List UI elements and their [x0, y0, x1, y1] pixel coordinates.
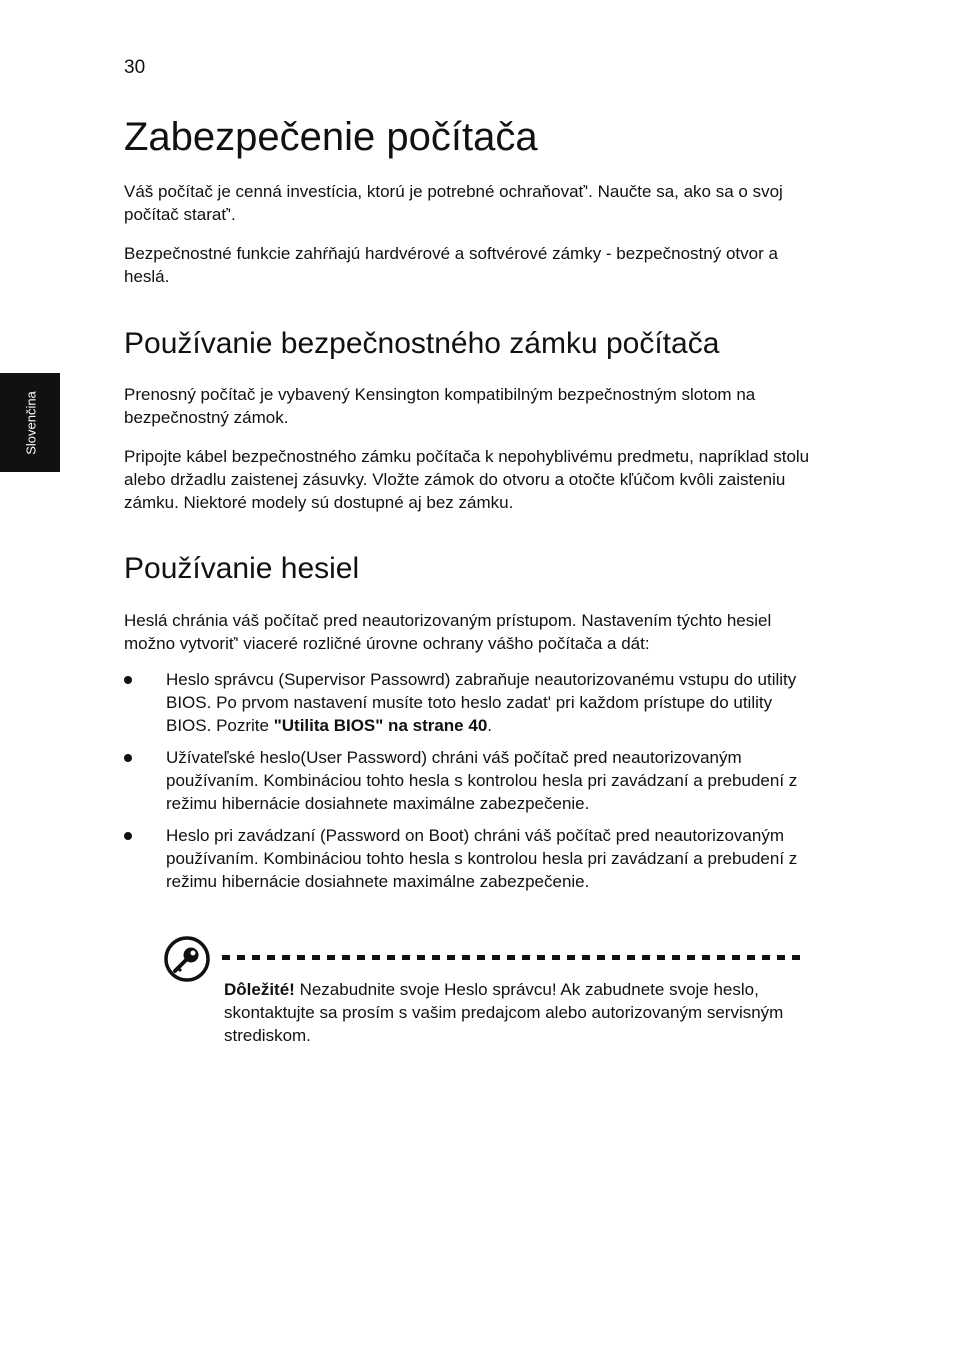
list-item-text: Heslo pri zavádzaní (Password on Boot) chráni váš počítač pred neautorizovaným používaním. Kombináciou tohto hesla s kontrolou hesla pri zavádzaní a prebudení z režimu hibernácie dosiahnete maximálne zabezpečenie.: [166, 826, 798, 892]
cross-reference-link-text: "Utilita BIOS" na strane 40: [273, 716, 488, 736]
intro-paragraph-2: Bezpečnostné funkcie zahŕňajú hardvérové a softvérové zámky - bezpečnostný otvor a heslá.: [124, 244, 778, 287]
bullet-icon: [124, 754, 132, 762]
list-item-tail: .: [487, 716, 493, 736]
key-icon: [164, 936, 210, 982]
list-item: [124, 668, 814, 738]
section-heading-passwords: Používanie hesiel: [124, 552, 360, 585]
language-side-tab-label: Slovenčina: [23, 390, 39, 455]
intro-paragraph-1: Váš počítač je cenná investícia, ktorú je potrebné ochraňovať'. Naučte sa, ako sa o svoj počítač starať'.: [124, 182, 783, 225]
section-heading-lock: Používanie bezpečnostného zámku počítača: [124, 327, 720, 360]
list-item-text: Užívateľské heslo(User Password) chráni váš počítač pred neautorizovaným používaním. Kombináciou tohto hesla s kontrolou hesla pri zavádzaní a prebudení z režimu hibernácie dosiahnete maximálne zabezpečenie.: [166, 748, 798, 814]
password-types-list: [124, 668, 814, 902]
list-item: [124, 824, 814, 894]
list-item: [124, 746, 814, 816]
lock-paragraph-1: Prenosný počítač je vybavený Kensington kompatibilným bezpečnostným slotom na bezpečnostný zámok.: [124, 385, 756, 428]
important-note: [224, 978, 784, 1048]
page-title: Zabezpečenie počítača: [124, 115, 538, 159]
list-item-text: Heslo správcu (Supervisor Passowrd) zabraňuje neautorizovanému vstupu do utility BIOS. Po prvom nastavení musíte toto heslo zadat' pri každom prístupe do utility BIOS. Pozrite: [166, 670, 797, 736]
lock-paragraph-2: Pripojte kábel bezpečnostného zámku počítača k nepohyblivému predmetu, napríklad stolu alebo držadlu zaistenej zásuvky. Vložte zámok do otvoru a otočte kľúčom kvôli zaisteniu zámku. Niektoré modely sú dostupné aj bez zámku.: [124, 447, 810, 513]
bullet-icon: [124, 676, 132, 684]
page-number: 30: [124, 57, 146, 78]
bullet-icon: [124, 832, 132, 840]
note-body: Nezabudnite svoje Heslo správcu! Ak zabudnete svoje heslo, skontaktujte sa prosím s vašim predajcom alebo autorizovaným servisným strediskom.: [224, 980, 784, 1046]
note-divider: [222, 955, 805, 960]
passwords-intro: Heslá chránia váš počítač pred neautorizovaným prístupom. Nastavením týchto hesiel možno vytvoriť' viaceré rozličné úrovne ochrany vášho počítača a dát:: [124, 611, 772, 654]
language-side-tab: [0, 373, 60, 472]
note-label: Dôležité!: [224, 980, 295, 999]
